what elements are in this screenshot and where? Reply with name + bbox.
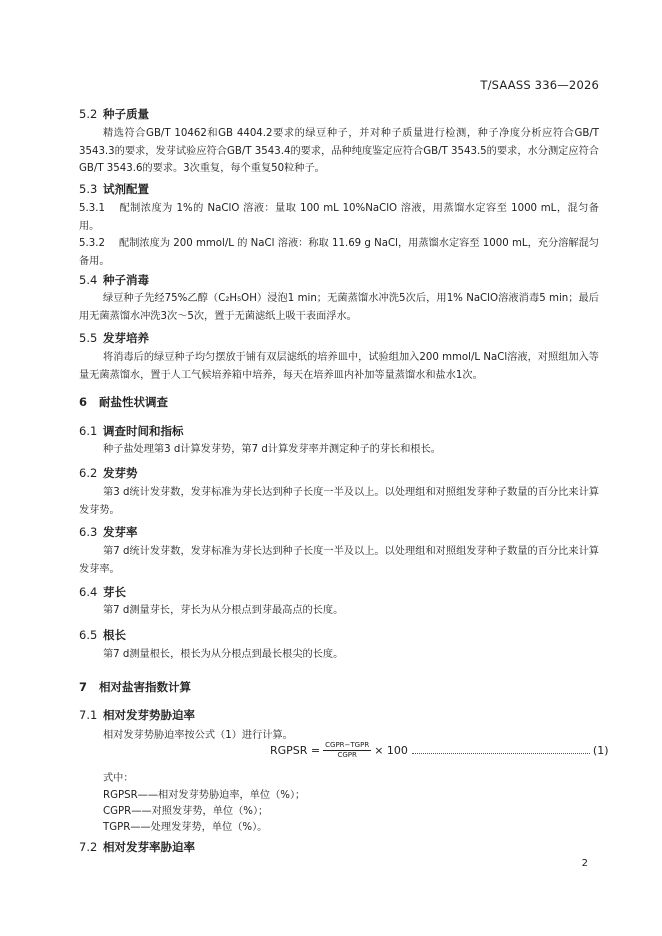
section-title: 调查时间和指标: [103, 424, 184, 438]
definition-tgpr: TGPR——处理发芽势，单位（%）。: [103, 822, 268, 833]
section-6-4-heading: [79, 584, 126, 600]
subsection-text: 配制浓度为 200 mmol/L 的 NaCl 溶液：称取 11.69 g NaCl，用蒸馏水定容至 1000 mL，充分溶解混匀备用。: [79, 238, 599, 267]
standard-number: T/SAASS 336—2026: [480, 78, 599, 92]
section-title: 发芽率: [103, 525, 138, 539]
section-title: 相对发芽势胁迫率: [103, 708, 195, 722]
section-5-3-2: [79, 235, 599, 270]
page-number: 2: [581, 858, 588, 869]
chapter-number: 7: [79, 680, 88, 694]
section-5-5-text: 将消毒后的绿豆种子均匀摆放于铺有双层滤纸的培养皿中，试验组加入200 mmol/L NaCl溶液，对照组加入等量无菌蒸馏水，置于人工气候培养箱中培养，每天在培养皿内补加等量蒸馏水和盐水1次。: [79, 352, 599, 381]
formula-denominator: CGPR: [337, 751, 357, 759]
section-title: 发芽势: [103, 466, 138, 480]
formula-tail: × 100: [374, 744, 408, 757]
subsection-number: 5.3.1: [79, 203, 105, 214]
section-5-3-1: [79, 200, 599, 235]
formula-leader-dots: [412, 747, 590, 754]
formula-number: (1): [592, 744, 609, 757]
section-5-5-heading: [79, 330, 149, 346]
section-number: 6.4: [79, 585, 98, 599]
section-title: 种子质量: [103, 107, 149, 121]
formula-fraction: [323, 741, 371, 760]
section-number: 6.3: [79, 525, 98, 539]
chapter-number: 6: [79, 395, 88, 409]
section-number: 7.2: [79, 840, 98, 854]
section-number: 5.5: [79, 331, 98, 345]
section-6-2-text: 第3 d统计发芽数，发芽标准为芽长达到种子长度一半及以上。以处理组和对照组发芽种子数量的百分比来计算发芽势。: [79, 487, 599, 516]
definition-cgpr: CGPR——对照发芽势，单位（%）；: [103, 806, 269, 817]
formula-numerator: CGPR−TGPR: [325, 741, 370, 749]
section-6-1-text: 种子盐处理第3 d计算发芽势，第7 d计算发芽率并测定种子的芽长和根长。: [103, 444, 441, 455]
chapter-title: 耐盐性状调查: [99, 395, 168, 409]
chapter-title: 相对盐害指数计算: [99, 680, 191, 694]
chapter-7-heading: [79, 679, 191, 695]
section-5-4-text: 绿豆种子先经75%乙醇（C₂H₅OH）浸泡1 min；无菌蒸馏水冲洗5次后，用1% NaClO溶液消毒5 min；最后用无菌蒸馏水冲洗3次～5次，置于无菌滤纸上吸干表面浮水。: [79, 293, 599, 322]
definition-rgpsr: RGPSR——相对发芽势胁迫率，单位（%）；: [103, 790, 306, 801]
section-title: 芽长: [103, 585, 126, 599]
section-title: 种子消毒: [103, 273, 149, 287]
section-7-1-intro: 相对发芽势胁迫率按公式（1）进行计算。: [103, 730, 293, 741]
section-number: 7.1: [79, 708, 98, 722]
subsection-text: 配制浓度为 1%的 NaClO 溶液：量取 100 mL 10%NaClO 溶液，用蒸馏水定容至 1000 mL，混匀备用。: [79, 203, 599, 232]
section-number: 6.1: [79, 424, 98, 438]
section-6-3-text: 第7 d统计发芽数，发芽标准为芽长达到种子长度一半及以上。以处理组和对照组发芽种子数量的百分比来计算发芽率。: [79, 546, 599, 575]
section-5-3-heading: [79, 181, 149, 197]
section-7-2-heading: [79, 839, 195, 855]
section-title: 试剂配置: [103, 182, 149, 196]
section-6-5-heading: [79, 627, 126, 643]
section-6-1-heading: [79, 423, 184, 439]
section-5-2-text: 精选符合GB/T 10462和GB 4404.2要求的绿豆种子，并对种子质量进行检测，种子净度分析应符合GB/T 3543.3的要求，发芽试验应符合GB/T 3543.4的要求，品种纯度鉴定应符合GB/T 3543.5的要求，水分测定应符合GB/T 3543.6的要求。3次重复，每个重复50粒种子。: [79, 128, 599, 174]
section-6-2-heading: [79, 465, 138, 481]
section-5-2-heading: [79, 106, 149, 122]
where-label: 式中：: [103, 773, 134, 784]
subsection-number: 5.3.2: [79, 238, 105, 249]
section-number: 5.4: [79, 273, 98, 287]
section-5-4-heading: [79, 272, 149, 288]
section-title: 发芽培养: [103, 331, 149, 345]
chapter-6-heading: [79, 394, 168, 410]
section-6-3-heading: [79, 524, 138, 540]
formula-1: [270, 741, 609, 760]
section-6-4-text: 第7 d测量芽长，芽长为从分根点到芽最高点的长度。: [103, 605, 344, 616]
section-number: 6.2: [79, 466, 98, 480]
section-7-1-heading: [79, 707, 195, 723]
section-number: 6.5: [79, 628, 98, 642]
section-number: 5.3: [79, 182, 98, 196]
section-title: 根长: [103, 628, 126, 642]
section-number: 5.2: [79, 107, 98, 121]
section-6-5-text: 第7 d测量根长，根长为从分根点到最长根尖的长度。: [103, 649, 344, 660]
section-title: 相对发芽率胁迫率: [103, 840, 195, 854]
formula-lhs: RGPSR =: [270, 744, 321, 757]
